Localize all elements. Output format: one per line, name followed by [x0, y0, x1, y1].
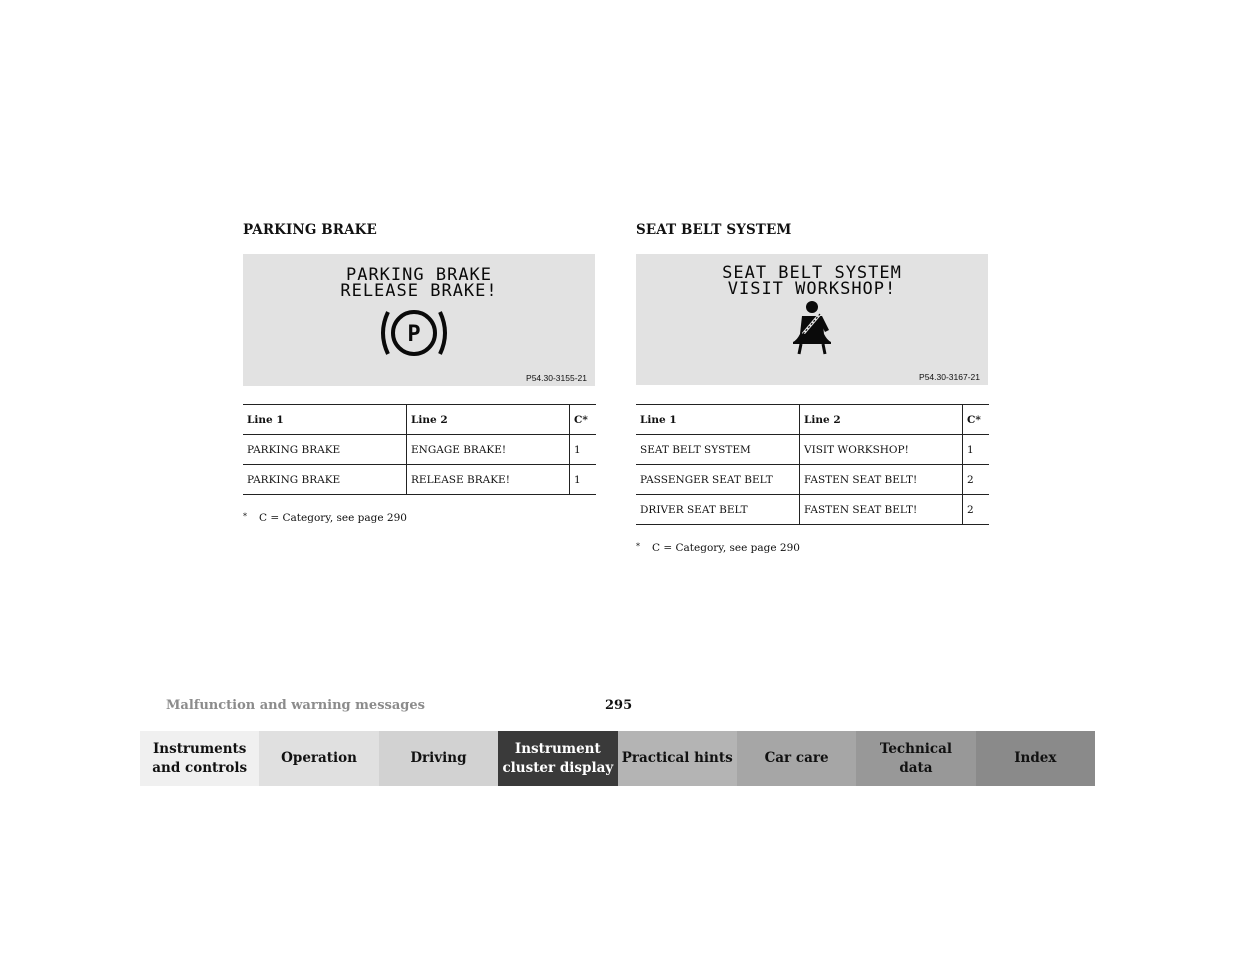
- tab-practical-hints[interactable]: Practical hints: [618, 731, 737, 786]
- table-cell: FASTEN SEAT BELT!: [800, 465, 963, 495]
- tab-instrument-cluster-display[interactable]: Instrument cluster display: [498, 731, 617, 786]
- tab-index[interactable]: Index: [976, 731, 1095, 786]
- display-text: [243, 267, 595, 299]
- footnote: [636, 542, 800, 554]
- footnote-marker: *: [243, 512, 247, 521]
- seat-belt-section: [636, 222, 989, 572]
- table-cell: RELEASE BRAKE!: [407, 465, 570, 495]
- footnote-text: C = Category, see page 290: [259, 512, 407, 524]
- table-cell: FASTEN SEAT BELT!: [800, 495, 963, 525]
- table-cell: 2: [963, 495, 990, 525]
- tab-technical-data[interactable]: Technical data: [856, 731, 975, 786]
- tab-operation[interactable]: Operation: [259, 731, 378, 786]
- display-text: [636, 265, 988, 297]
- table-row: [636, 495, 989, 525]
- parking-brake-icon: [376, 304, 452, 362]
- message-table: [243, 404, 596, 495]
- display-line-2: RELEASE BRAKE!: [340, 281, 498, 301]
- column-header: C*: [963, 405, 990, 435]
- chapter-nav: [140, 731, 1095, 786]
- section-heading: PARKING BRAKE: [243, 222, 377, 238]
- parking-brake-section: [243, 222, 596, 542]
- column-header: Line 1: [636, 405, 800, 435]
- table-row: [636, 435, 989, 465]
- table-cell: ENGAGE BRAKE!: [407, 435, 570, 465]
- tab-driving[interactable]: Driving: [379, 731, 498, 786]
- table-cell: DRIVER SEAT BELT: [636, 495, 800, 525]
- table-header-row: [636, 405, 989, 435]
- column-header: Line 2: [407, 405, 570, 435]
- figure-code: P54.30-3155-21: [526, 373, 587, 383]
- seat-belt-icon: [789, 300, 835, 356]
- message-table: [636, 404, 989, 525]
- table-cell: PASSENGER SEAT BELT: [636, 465, 800, 495]
- table-row: [243, 435, 596, 465]
- display-line-2: VISIT WORKSHOP!: [727, 279, 897, 299]
- display-line-1: PARKING BRAKE: [345, 265, 493, 285]
- table-cell: 1: [570, 435, 597, 465]
- table-row: [636, 465, 989, 495]
- table-cell: PARKING BRAKE: [243, 465, 407, 495]
- footnote-marker: *: [636, 542, 640, 551]
- footnote-text: C = Category, see page 290: [652, 542, 800, 554]
- table-cell: VISIT WORKSHOP!: [800, 435, 963, 465]
- cluster-display-image: [636, 254, 988, 385]
- table-cell: PARKING BRAKE: [243, 435, 407, 465]
- svg-text:P: P: [407, 322, 421, 347]
- page-number: 295: [605, 698, 633, 713]
- column-header: C*: [570, 405, 597, 435]
- table-cell: SEAT BELT SYSTEM: [636, 435, 800, 465]
- cluster-display-image: [243, 254, 595, 386]
- footnote: [243, 512, 407, 524]
- tab-car-care[interactable]: Car care: [737, 731, 856, 786]
- display-line-1: SEAT BELT SYSTEM: [722, 263, 902, 283]
- column-header: Line 1: [243, 405, 407, 435]
- table-cell: 1: [963, 435, 990, 465]
- section-heading: SEAT BELT SYSTEM: [636, 222, 792, 238]
- figure-code: P54.30-3167-21: [919, 372, 980, 382]
- table-header-row: [243, 405, 596, 435]
- table-row: [243, 465, 596, 495]
- table-cell: 1: [570, 465, 597, 495]
- column-header: Line 2: [800, 405, 963, 435]
- tab-instruments-and-controls[interactable]: Instruments and controls: [140, 731, 259, 786]
- page-section-title: Malfunction and warning messages: [166, 698, 425, 713]
- table-cell: 2: [963, 465, 990, 495]
